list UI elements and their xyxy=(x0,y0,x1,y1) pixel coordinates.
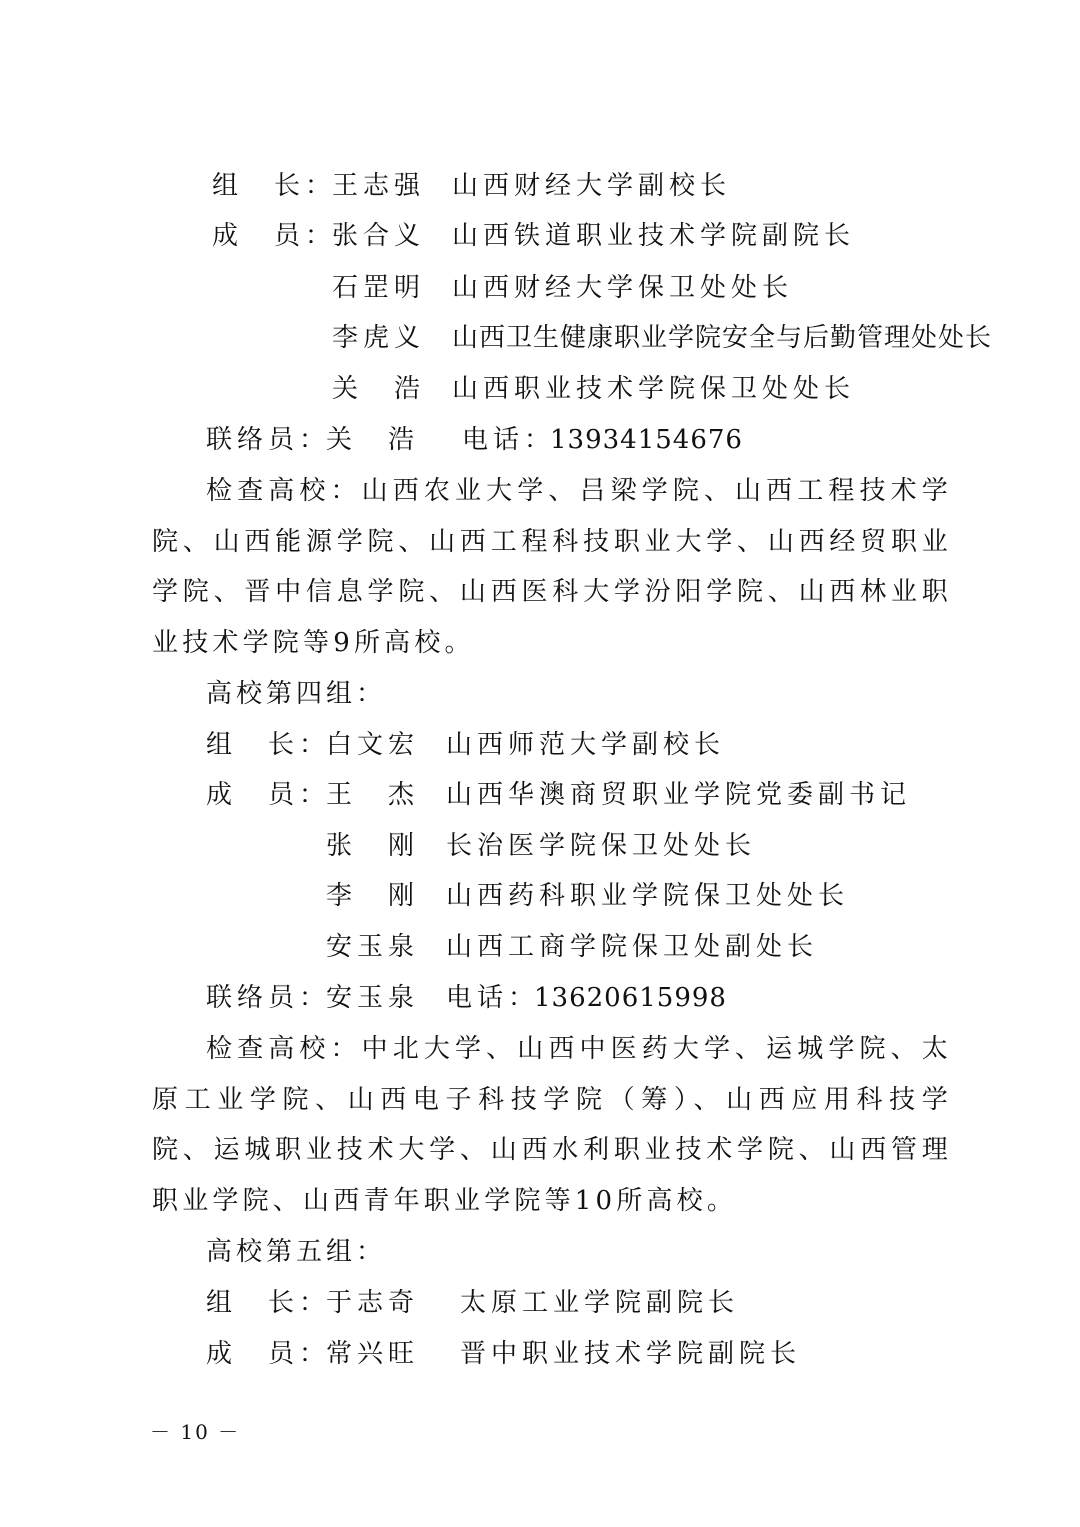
member-name: 李虎义 xyxy=(332,323,426,353)
member-title: 山西华澳商贸职业学院党委副书记 xyxy=(446,780,912,810)
member-name: 李 刚 xyxy=(326,881,420,911)
member-title: 山西工商学院保卫处副处长 xyxy=(446,932,819,962)
phone-label: 电话： xyxy=(462,425,556,455)
members-role-label: 成 员： xyxy=(212,221,337,251)
leader-title: 太原工业学院副院长 xyxy=(460,1288,740,1318)
members-role-label: 成 员： xyxy=(206,1339,331,1369)
member-title: 长治医学院保卫处处长 xyxy=(446,831,757,861)
member-title: 山西卫生健康职业学院安全与后勤管理处处长 xyxy=(452,323,993,353)
members-role-label: 成 员： xyxy=(206,780,331,810)
member-title: 山西药科职业学院保卫处处长 xyxy=(446,881,850,911)
member-name: 张合义 xyxy=(332,221,426,251)
liaison-label: 联络员： xyxy=(206,983,331,1013)
page-number: － 10 － xyxy=(150,1420,241,1444)
member-name: 张 刚 xyxy=(326,831,420,861)
phone-number: 13620615998 xyxy=(534,983,727,1013)
leader-role-label: 组 长： xyxy=(206,1288,331,1318)
leader-role-label: 组 长： xyxy=(206,730,331,760)
leader-title: 山西师范大学副校长 xyxy=(446,730,726,760)
leader-name: 王志强 xyxy=(332,171,426,201)
member-title: 山西铁道职业技术学院副院长 xyxy=(452,221,856,251)
liaison-name: 安玉泉 xyxy=(326,983,420,1013)
leader-name: 于志奇 xyxy=(326,1288,420,1318)
leader-title: 山西财经大学副校长 xyxy=(452,171,732,201)
phone-number: 13934154676 xyxy=(550,425,743,455)
member-name: 常兴旺 xyxy=(326,1339,420,1369)
phone-label: 电话： xyxy=(446,983,540,1013)
member-name: 关 浩 xyxy=(332,374,426,404)
member-title: 山西职业技术学院保卫处处长 xyxy=(452,374,856,404)
member-name: 安玉泉 xyxy=(326,932,420,962)
member-name: 王 杰 xyxy=(326,780,420,810)
member-title: 晋中职业技术学院副院长 xyxy=(460,1339,802,1369)
group4-schools-paragraph: 检查高校：中北大学、山西中医药大学、运城学院、太原工业学院、山西电子科技学院（筹）、山西应用科技学院、运城职业技术大学、山西水利职业技术学院、山西管理职业学院、山西青年职业学院等10所高校。 xyxy=(152,1034,952,1216)
leader-name: 白文宏 xyxy=(326,730,420,760)
liaison-label: 联络员： xyxy=(206,425,331,455)
liaison-name: 关 浩 xyxy=(326,425,420,455)
member-name: 石罡明 xyxy=(332,273,426,303)
member-title: 山西财经大学保卫处处长 xyxy=(452,273,794,303)
group3-schools-paragraph: 检查高校：山西农业大学、吕梁学院、山西工程技术学院、山西能源学院、山西工程科技职业大学、山西经贸职业学院、晋中信息学院、山西医科大学汾阳学院、山西林业职业技术学院等9所高校。 xyxy=(152,476,952,658)
group5-heading: 高校第五组： xyxy=(206,1237,387,1267)
leader-role-label: 组 长： xyxy=(212,171,337,201)
group4-heading: 高校第四组： xyxy=(206,679,387,709)
